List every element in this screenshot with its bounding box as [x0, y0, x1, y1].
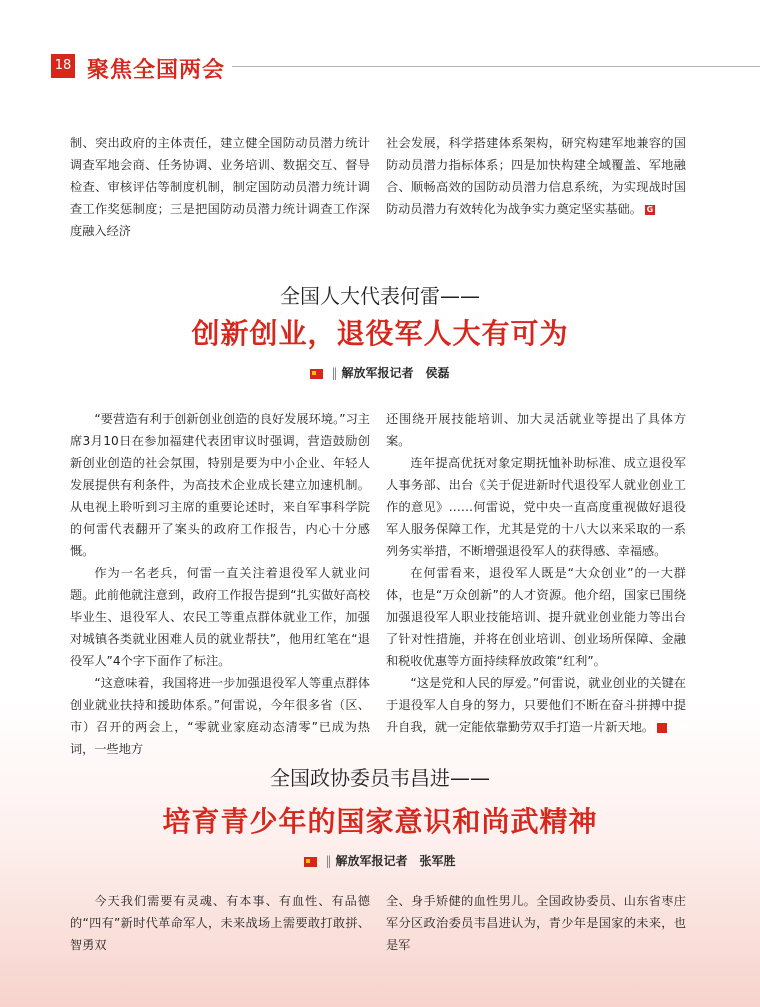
article2-paragraph: 今天我们需要有灵魂、有本事、有血性、有品德的“四有”新时代革命军人，未来战场上需要敢打敢拼、智勇双 — [70, 894, 370, 952]
page-number: 18 — [51, 54, 75, 78]
article1-paragraph: 作为一名老兵，何雷一直关注着退役军人就业问题。此前他就注意到，政府工作报告提到“扎实做好高校毕业生、退役军人、农民工等重点群体就业工作，加强对城镇各类就业困难人员的就业帮扶”，他用红笔在“退役军人”4个字下面作了标注。 — [70, 566, 370, 668]
article1-paragraph: 连年提高优抚对象定期抚恤补助标准、成立退役军人事务部、出台《关于促进新时代退役军人就业创业工作的意见》……何雷说，党中央一直高度重视做好退役军人服务保障工作，尤其是党的十八大以来采取的一系列务实举措，不断增强退役军人的获得感、幸福感。 — [386, 456, 686, 558]
header-divider — [232, 66, 760, 67]
intro-right-paragraph — [386, 132, 686, 220]
article1-paragraph: 在何雷看来，退役军人既是“大众创业”的一大群体，也是“万众创新”的人才资源。他介绍，国家已围绕加强退役军人职业技能培训、提升就业创业能力等出台了针对性措施，并将在创业培训、创业场所保障、金融和税收优惠等方面持续释放政策“红利”。 — [386, 566, 686, 668]
article2-paragraph: 全、身手矫健的血性男儿。全国政协委员、山东省枣庄军分区政治委员韦昌进认为，青少年是国家的未来，也是军 — [386, 894, 686, 952]
article1-byline — [0, 364, 760, 381]
article1-paragraph: 还围绕开展技能培训、加大灵活就业等提出了具体方案。 — [386, 412, 686, 448]
article1-right-column — [386, 408, 689, 738]
article1-paragraph: “这是党和人民的厚爱。”何雷说，就业创业的关键在于退役军人自身的努力，只要他们不断在奋斗拼搏中提升自我，就一定能依靠勤劳双手打造一片新天地。 — [386, 676, 686, 734]
article2-headline: 培育青少年的国家意识和尚武精神 — [162, 805, 598, 838]
intro-right-text: 社会发展，科学搭建体系架构，研究构建军地兼容的国防动员潜力指标体系；四是加快构建全域覆盖、军地融合、顺畅高效的国防动员潜力信息系统，为实现战时国防动员潜力有效转化为战争实力奠定坚实基础。 — [386, 136, 686, 216]
byline-org: 解放军报记者 — [341, 366, 414, 380]
article1-headline: 创新创业，退役军人大有可为 — [191, 317, 569, 350]
byline-name: 侯磊 — [425, 366, 450, 380]
article1-speaker: 全国人大代表何雷—— — [280, 284, 480, 308]
article1-paragraph: “要营造有利于创新创业创造的良好发展环境。”习主席3月10日在参加福建代表团审议时强调，营造鼓励创新创业创造的社会氛围，特别是要为中小企业、年轻人发展提供有利条件，为高技术企业成长建立加速机制。从电视上聆听到习主席的重要论述时，来自军事科学院的何雷代表翻开了案头的政府工作报告，内心十分感慨。 — [70, 412, 370, 558]
intro-right-column — [386, 132, 686, 220]
intro-left-text: 制、突出政府的主体责任，建立健全国防动员潜力统计调查军地会商、任务协调、业务培训、数据交互、督导检查、审核评估等制度机制，制定国防动员潜力统计调查工作奖惩制度；三是把国防动员潜力统计调查工作深度融入经济 — [70, 136, 370, 238]
article2-left-column — [70, 890, 370, 956]
end-mark-icon: G — [646, 204, 654, 214]
article2-right-column — [386, 890, 686, 956]
byline-org: 解放军报记者 — [335, 854, 408, 868]
end-mark-icon: G — [657, 723, 667, 733]
byline-name: 张军胜 — [419, 854, 456, 868]
article1-left-column — [70, 408, 370, 760]
page-header — [0, 40, 760, 90]
flag-icon — [310, 369, 323, 379]
article1-last-paragraph — [386, 672, 689, 738]
article2-speaker: 全国政协委员韦昌进—— — [270, 766, 490, 790]
article1-paragraph: “这意味着，我国将进一步加强退役军人等重点群体创业就业扶持和援助体系。”何雷说，今年很多省（区、市）召开的两会上，“零就业家庭动态清零”已成为热词，一些地方 — [70, 676, 370, 756]
article2-byline — [0, 852, 760, 869]
byline-separator: ‖ — [331, 366, 338, 380]
flag-icon — [304, 857, 317, 867]
section-title: 聚焦全国两会 — [87, 58, 226, 83]
byline-separator: ‖ — [325, 854, 332, 868]
intro-left-column — [70, 132, 370, 242]
